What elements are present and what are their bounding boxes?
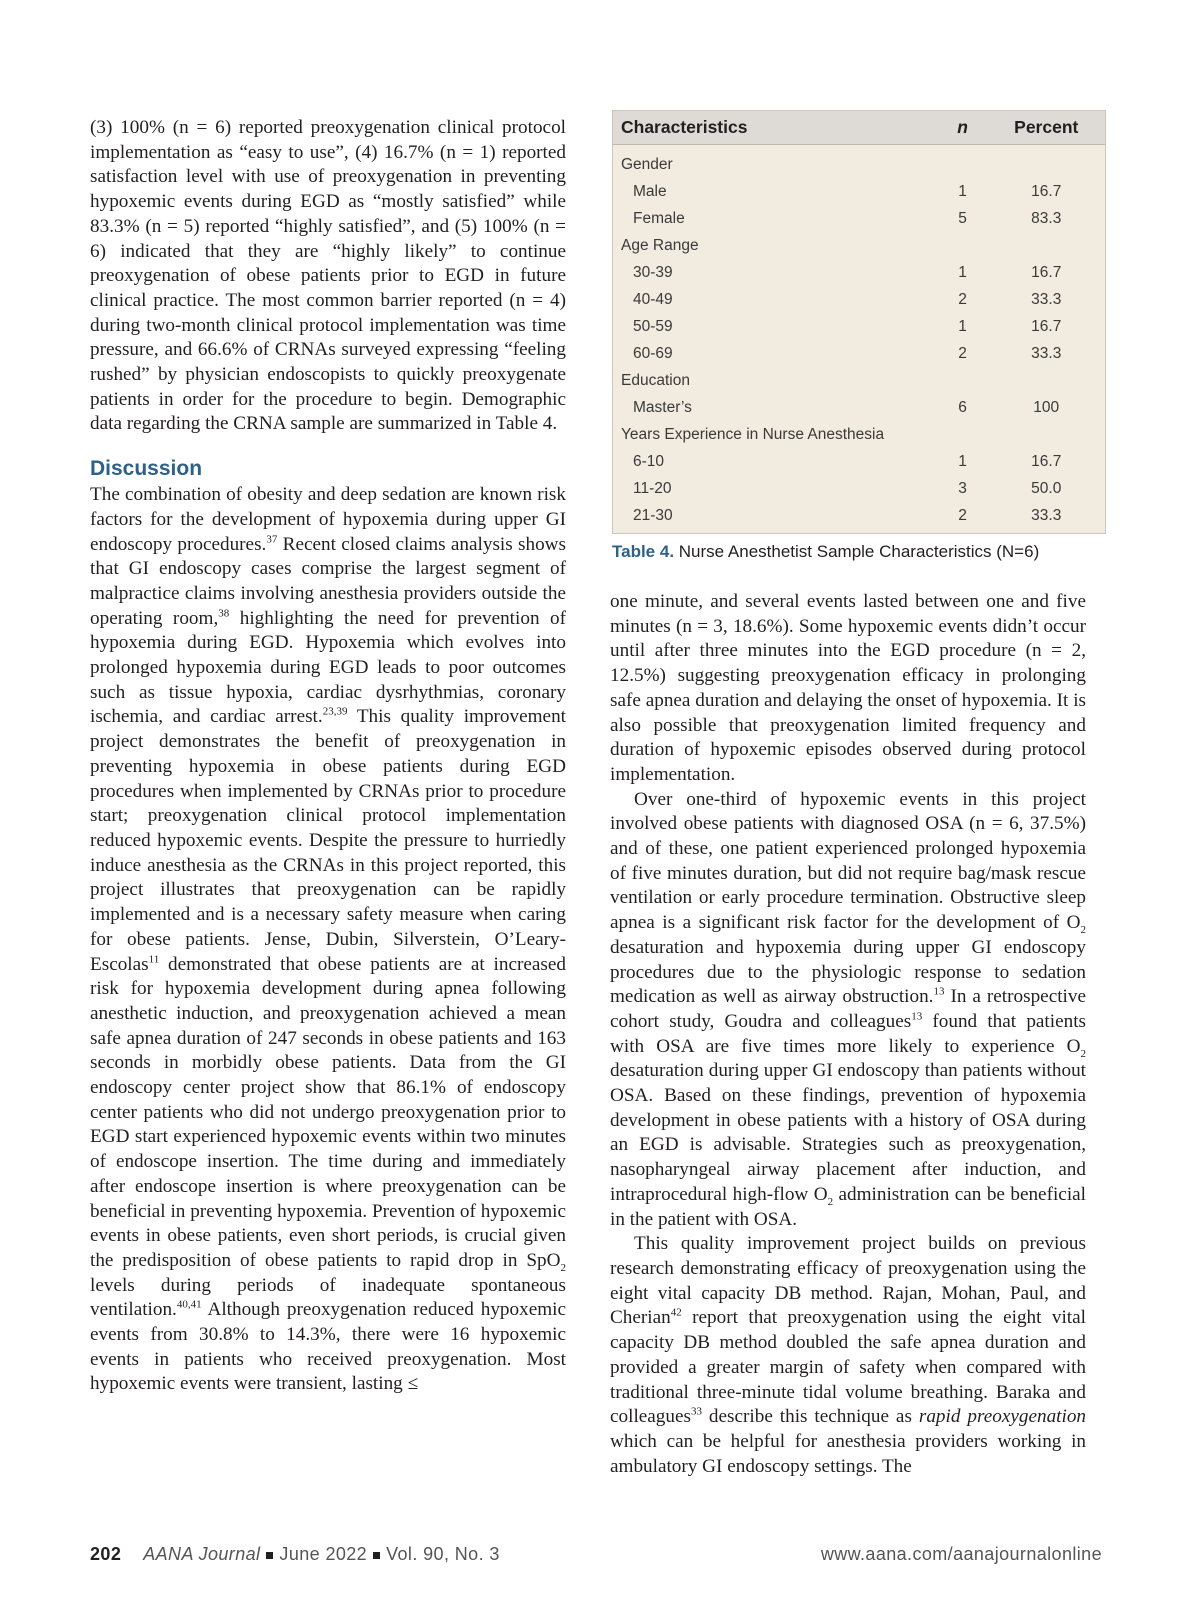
caption-label: Table 4. [612,542,675,561]
header-percent: Percent [1014,117,1079,137]
cell-characteristic: Gender [621,155,673,173]
citation-42: 42 [670,1307,682,1319]
header-characteristics: Characteristics [621,117,748,137]
table-row [613,394,1105,421]
method-paragraph: This quality improvement project builds on previous research demonstrating efficacy of preoxygenation using the eight vital capacity DB method. Rajan, Mohan, Paul, and Cherian$^{42}$ report that preoxygenation using the eight vital capacity DB method doubled the safe apnea duration and provided a greater margin of safety when compared with traditional three-minute tidal volume breathing. Baraka and colleagues$^{33}$ describe this technique as rapid preoxygenation which can be helpful for anesthesia providers working in ambulatory GI endoscopy settings. The [610,1233,1087,1477]
citation-13: 13 [933,985,945,998]
table-group-row [613,367,1105,394]
cell-percent: 16.7 [1031,317,1062,335]
citation-11: 11 [148,953,160,966]
table-row [613,313,1105,340]
cell-n: 2 [958,344,967,362]
cell-n: 6 [958,398,967,416]
cell-percent: 33.3 [1031,344,1062,362]
cell-characteristic: 50-59 [633,317,673,335]
table-row [613,259,1105,286]
cell-n: 1 [958,182,967,200]
footer-url[interactable]: www.aana.com/aanajournalonline [820,1544,1102,1564]
square-separator-icon [373,1552,380,1559]
table-row [613,502,1105,529]
cell-n: 1 [958,452,967,470]
table-header-row [613,111,1105,145]
cell-characteristic: 40-49 [633,290,673,308]
osa-paragraph: Over one-third of hypoxemic events in this project involved obese patients with diagnosed OSA (n = 6, 37.5%) and of these, one patient experienced prolonged hypoxemia of five minutes duration, but did not require bag/mask rescue ventilation or early procedure termination. Obstructive sleep apnea is a significant risk factor for the development of $O_2$ desaturation and hypoxemia during upper GI endoscopy procedures due to the physiologic response to sedation medication as well as airway obstruction.$^{13}$ In a retrospective cohort study, Goudra and colleagues$^{13}$ found that patients with OSA are five times more likely to experience $O_2$ desaturation during upper GI endoscopy than patients without OSA. Based on these findings, prevention of hypoxemia development in obese patients with a history of OSA during an EGD is advisable. Strategies such as preoxygenation, nasopharyngeal airway placement after induction, and intraprocedural high-flow $O_2$ administration can be beneficial in the patient with OSA. [610,788,1087,1230]
table-row [613,286,1105,313]
cell-n: 5 [958,209,967,227]
citation-38: 38 [218,607,230,620]
cell-characteristic: Master’s [633,398,692,416]
volume-issue: Vol. 90, No. 3 [386,1544,500,1564]
table-row [613,475,1105,502]
citation-13b: 13 [911,1010,923,1023]
right-column [610,590,1086,1479]
cell-percent: 33.3 [1031,506,1062,524]
cell-percent: 33.3 [1031,290,1062,308]
table-group-row [613,232,1105,259]
citation-23-39: 23,39 [322,706,348,719]
cell-percent: 100 [1033,398,1060,416]
citation-40-41: 40,41 [176,1298,202,1311]
cell-percent: 83.3 [1031,209,1062,227]
table-group-row [613,151,1105,178]
cell-characteristic: 11-20 [633,479,672,497]
page-number: 202 [90,1544,122,1564]
table-group-row [613,421,1105,448]
header-n: n [957,117,968,137]
journal-name: AANA Journal [143,1544,261,1564]
table-caption [612,542,1039,562]
cell-characteristic: Male [633,182,667,200]
demographics-table [612,110,1106,534]
cell-percent: 16.7 [1031,182,1062,200]
cell-characteristic: 60-69 [633,344,673,362]
cell-characteristic: Years Experience in Nurse Anesthesia [621,425,885,443]
table-row [613,205,1105,232]
cell-n: 2 [958,290,967,308]
square-separator-icon [266,1552,273,1559]
cell-n: 3 [958,479,967,497]
table-body [613,145,1105,533]
discussion-paragraph: The combination of obesity and deep sedation are known risk factors for the development of hypoxemia during upper GI endoscopy procedures.$^{37}$ Recent closed claims analysis shows that GI endoscopy cases comprise the largest segment of malpractice claims involving anesthesia providers outside the operating room,$^{38}$ highlighting the need for prevention of hypoxemia during EGD. Hypoxemia which evolves into prolonged hypoxemia during EGD leads to poor outcomes such as tissue hypoxia, cardiac dysrhythmias, coronary ischemia, and cardiac arrest.$^{23,39}$ This quality improvement project demonstrates the benefit of preoxygenation in preventing hypoxemia in obese patients during EGD procedures when implemented by CRNAs prior to procedure start; preoxygenation clinical protocol implementation reduced hypoxemic events. Despite the pressure to hurriedly induce anesthesia as the CRNAs in this project reported, this project illustrates that preoxygenation can be rapidly implemented and is a necessary safety measure when caring for obese patients. Jense, Dubin, Silverstein, O’Leary-Escolas$^{11}$ demonstrated that obese patients are at increased risk for hypoxemia development during apnea following anesthetic induction, and preoxygenation achieved a mean safe apnea duration of 247 seconds in obese patients and 163 seconds in morbidly obese patients. Data from the GI endoscopy center project show that 86.1% of endoscopy center patients who did not undergo preoxygenation prior to EGD start experienced hypoxemic events within two minutes of endoscope insertion. The time during and immediately after endoscope insertion is where preoxygenation can be beneficial in preventing hypoxemia. Prevention of hypoxemic events in obese patients, even short periods, is crucial given the predisposition of obese patients to rapid drop in SpO$_2$ levels during periods of inadequate spontaneous ventilation.$^{40,41}$ Although preoxygenation reduced hypoxemic events from 30.8% to 14.3%, there were 16 hypoxemic events in patients who received preoxygenation. Most hypoxemic events were transient, lasting ≤ [90,484,567,1395]
cell-characteristic: 30-39 [633,263,673,281]
table-row [613,448,1105,475]
table-row [613,340,1105,367]
cell-n: 2 [958,506,967,524]
cell-percent: 50.0 [1031,479,1062,497]
cell-characteristic: Female [633,209,685,227]
cell-percent: 16.7 [1031,263,1062,281]
issue-date: June 2022 [279,1544,368,1564]
footer-left [90,1544,500,1565]
citation-33: 33 [690,1405,702,1418]
cell-n: 1 [958,317,967,335]
caption-text: Nurse Anesthetist Sample Characteristics (N=6) [678,542,1040,561]
cell-n: 1 [958,263,967,281]
results-paragraph: (3) 100% (n = 6) reported preoxygenation clinical protocol implementation as “easy to use”, (4) 16.7% (n = 1) reported satisfaction level with use of preoxygenation in preventing hypoxemic events during EGD as “mostly satisfied” while 83.3% (n = 5) reported “highly satisfied”, and (5) 100% (n = 6) indicated that they are “highly likely” to continue preoxygenation of obese patients prior to EGD in future clinical practice. The most common barrier reported (n = 4) during two-month clinical protocol implementation was time pressure, and 66.6% of CRNAs surveyed expressing “feeling rushed” by physician endoscopists to quickly preoxygenate patients in order for the procedure to begin. Demographic data regarding the CRNA sample are summarized in Table 4. [90,117,566,435]
continued-paragraph: one minute, and several events lasted between one and five minutes (n = 3, 18.6%). Some hypoxemic events didn’t occur until after three minutes into the EGD procedure (n = 2, 12.5%) suggesting preoxygenation efficacy in prolonging safe apnea duration and delaying the onset of hypoxemia. It is also possible that preoxygenation limited frequency and duration of hypoxemic episodes observed during protocol implementation. [610,591,1086,785]
cell-characteristic: 21-30 [633,506,673,524]
cell-characteristic: Education [621,371,690,389]
left-column [90,116,566,1397]
citation-37: 37 [266,533,278,546]
discussion-heading: Discussion [90,457,203,481]
cell-percent: 16.7 [1031,452,1062,470]
cell-characteristic: 6-10 [633,452,665,470]
table-row [613,178,1105,205]
cell-characteristic: Age Range [621,236,699,254]
